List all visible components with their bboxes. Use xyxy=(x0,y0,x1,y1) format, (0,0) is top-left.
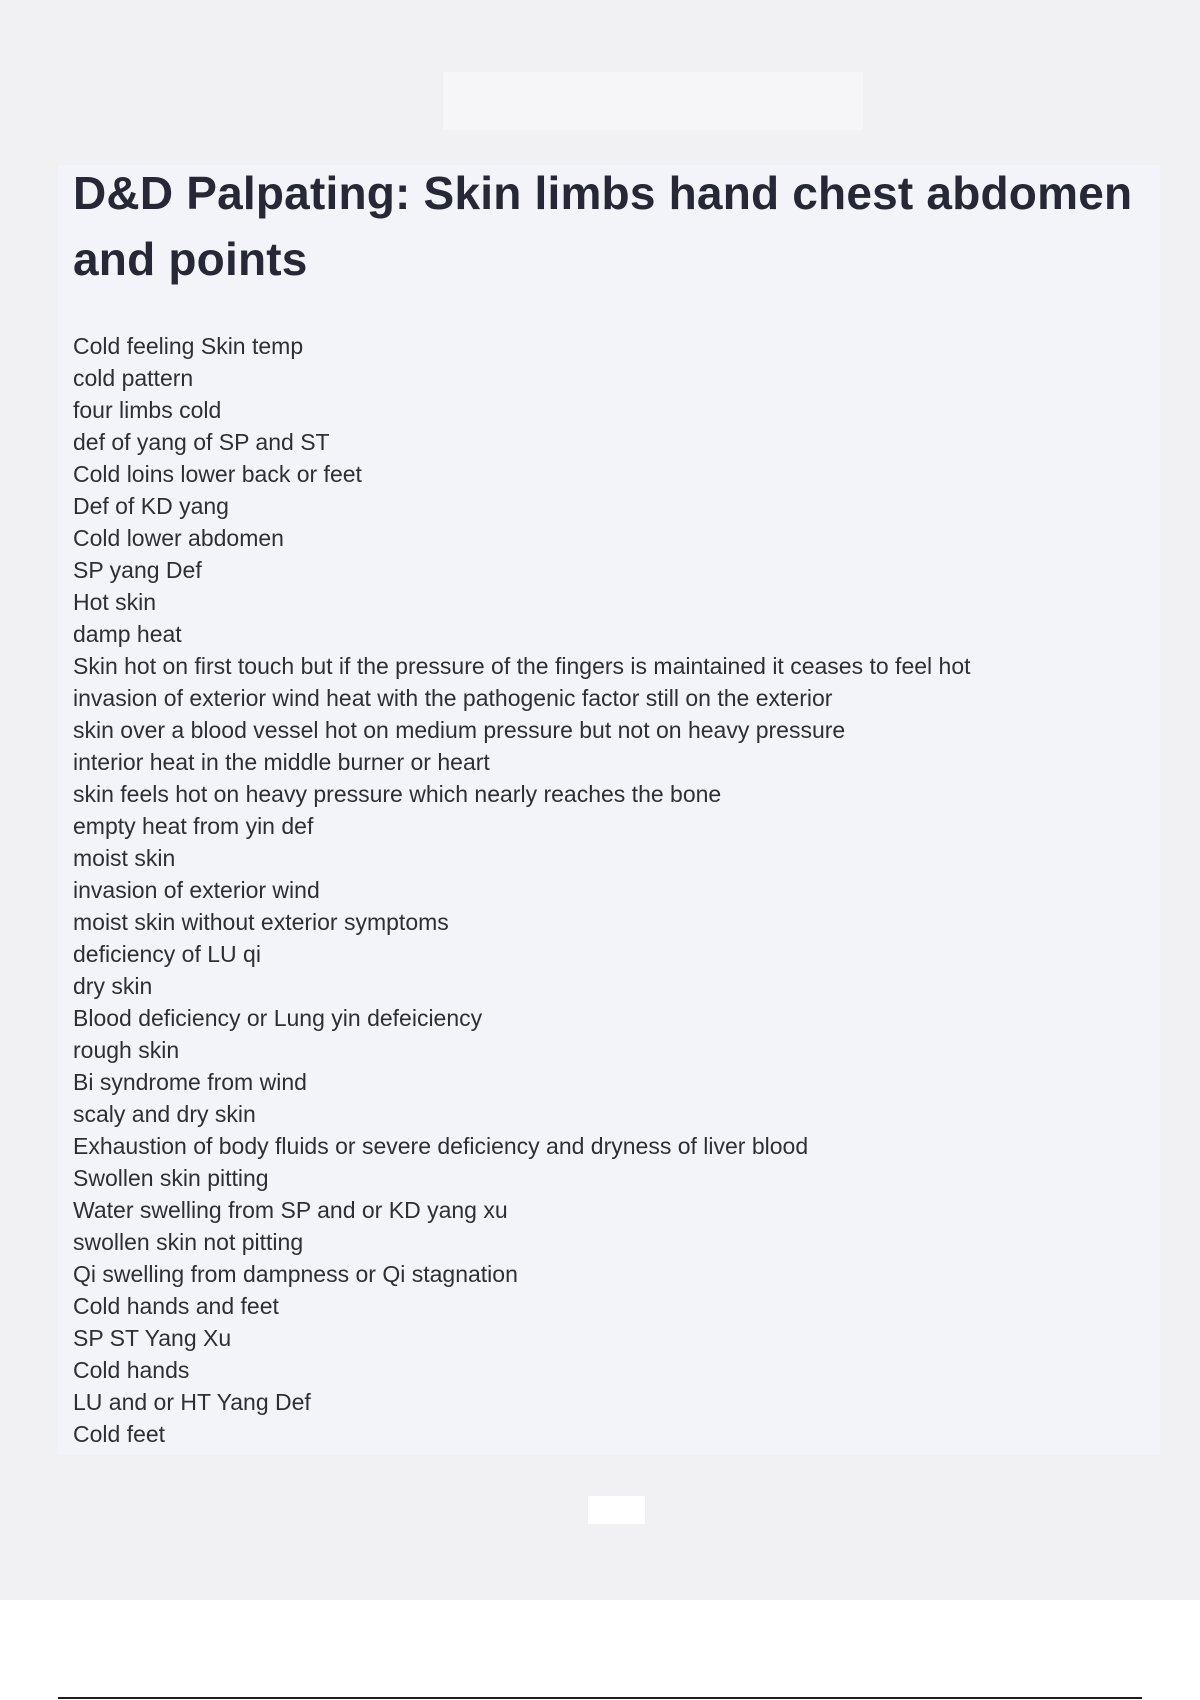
document-title: D&D Palpating: Skin limbs hand chest abdomen and points xyxy=(73,167,1133,285)
text-line: skin feels hot on heavy pressure which nearly reaches the bone xyxy=(73,781,722,807)
text-line: Hot skin xyxy=(73,589,157,615)
text-line: moist skin xyxy=(73,845,176,871)
text-line: Cold lower abdomen xyxy=(73,525,284,551)
text-line: rough skin xyxy=(73,1037,180,1063)
text-line: deficiency of LU qi xyxy=(73,941,261,967)
text-line: Exhaustion of body fluids or severe deficiency and dryness of liver blood xyxy=(73,1133,809,1159)
text-line: Blood deficiency or Lung yin defeiciency xyxy=(73,1005,483,1031)
text-line: Swollen skin pitting xyxy=(73,1165,269,1191)
text-line: SP yang Def xyxy=(73,557,202,583)
blurred-header-region xyxy=(443,72,863,130)
text-line: Cold feet xyxy=(73,1421,166,1447)
text-line: Cold loins lower back or feet xyxy=(73,461,362,487)
page-divider xyxy=(58,1697,1142,1699)
text-line: four limbs cold xyxy=(73,397,222,423)
flashcard-text-list xyxy=(73,330,1153,1450)
text-line: Bi syndrome from wind xyxy=(73,1069,307,1095)
text-line: SP ST Yang Xu xyxy=(73,1325,232,1351)
text-line: damp heat xyxy=(73,621,182,647)
text-line: Cold hands and feet xyxy=(73,1293,279,1319)
text-line: Qi swelling from dampness or Qi stagnation xyxy=(73,1261,518,1287)
text-line: Cold feeling Skin temp xyxy=(73,333,304,359)
text-line: swollen skin not pitting xyxy=(73,1229,304,1255)
text-line: invasion of exterior wind xyxy=(73,877,320,903)
text-line: interior heat in the middle burner or heart xyxy=(73,749,490,775)
text-line: Skin hot on first touch but if the pressure of the fingers is maintained it ceases to feel hot xyxy=(73,653,971,679)
text-line: dry skin xyxy=(73,973,153,999)
text-line: Water swelling from SP and or KD yang xu xyxy=(73,1197,508,1223)
text-line: scaly and dry skin xyxy=(73,1101,256,1127)
text-line: LU and or HT Yang Def xyxy=(73,1389,311,1415)
text-line: empty heat from yin def xyxy=(73,813,314,839)
text-line: cold pattern xyxy=(73,365,194,391)
text-line: skin over a blood vessel hot on medium pressure but not on heavy pressure xyxy=(73,717,846,743)
text-line: Def of KD yang xyxy=(73,493,229,519)
text-line: Cold hands xyxy=(73,1357,190,1383)
text-line: def of yang of SP and ST xyxy=(73,429,330,455)
page-number-placeholder xyxy=(588,1496,645,1524)
text-line: invasion of exterior wind heat with the pathogenic factor still on the exterior xyxy=(73,685,833,711)
text-line: moist skin without exterior symptoms xyxy=(73,909,449,935)
